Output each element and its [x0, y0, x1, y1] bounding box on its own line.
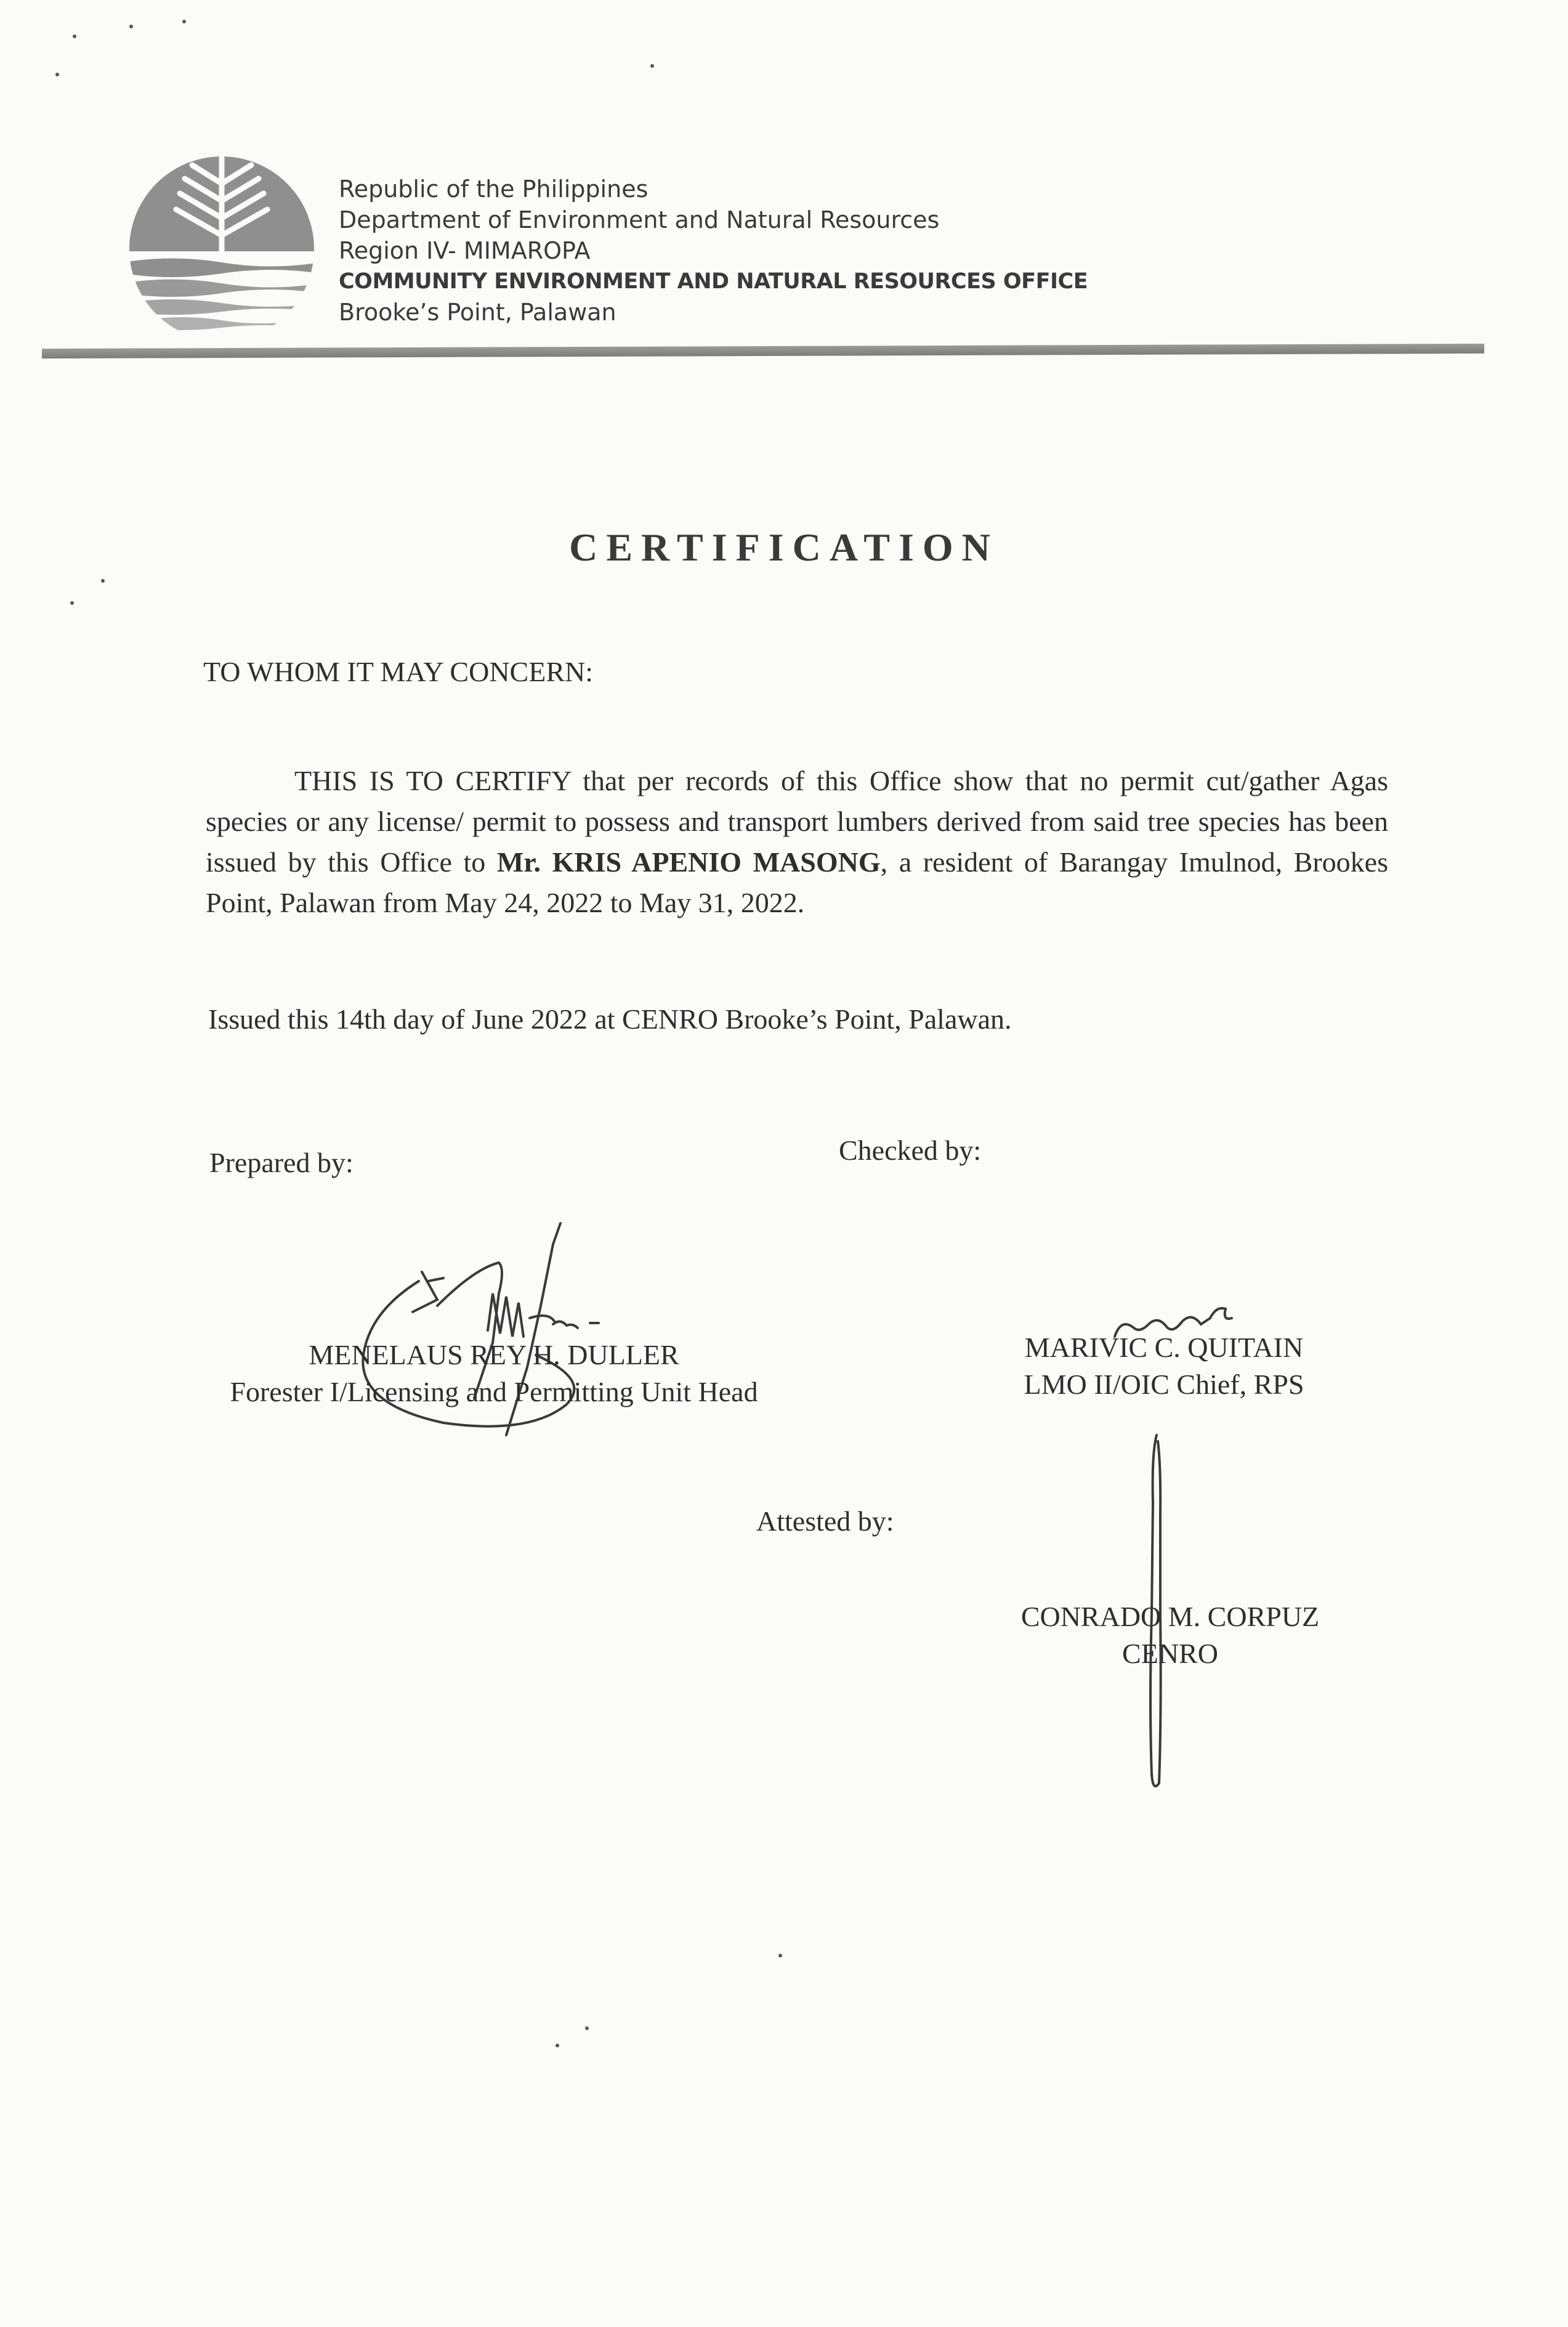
prepared-by-signature: [345, 1220, 665, 1447]
attested-by-label: Attested by:: [756, 1505, 894, 1537]
checked-by-label: Checked by:: [839, 1135, 982, 1166]
checked-by-block: [1004, 1329, 1324, 1403]
letterhead-location: Brooke’s Point, Palawan: [339, 299, 616, 326]
denr-logo: [123, 153, 320, 345]
checked-by-name: MARIVIC C. QUITAIN: [1024, 1332, 1304, 1363]
letterhead-republic: Republic of the Philippines: [339, 176, 649, 203]
scan-speck: [101, 579, 105, 583]
attested-by-name: CONRADO M. CORPUZ: [1020, 1601, 1320, 1632]
letterhead-region: Region IV- MIMAROPA: [339, 237, 591, 264]
attested-by-block: [1010, 1598, 1330, 1672]
prepared-by-name: MENELAUS REY H. DULLER: [309, 1339, 679, 1370]
header-divider: [42, 344, 1484, 358]
document-title: CERTIFICATION: [569, 525, 999, 569]
scan-speck: [182, 20, 186, 23]
letterhead-office: COMMUNITY ENVIRONMENT AND NATURAL RESOURCES OFFICE: [339, 269, 1088, 294]
scan-speck: [556, 2044, 559, 2047]
body-text-start: THIS IS TO CERTIFY that per records of this Office show that no permit cut/gather Agas species or any license/ permit to possess and transport lumbers derived from said tree species has been issued by this Office to: [206, 765, 1388, 878]
checked-by-position: LMO II/OIC Chief, RPS: [1024, 1369, 1304, 1400]
office-letterhead: [339, 174, 1509, 328]
scan-speck: [778, 1954, 782, 1957]
attested-by-position: CENRO: [1122, 1638, 1218, 1669]
scan-speck: [585, 2026, 589, 2030]
salutation: TO WHOM IT MAY CONCERN:: [203, 656, 593, 687]
body-text-end: , a resident of Barangay Imulnod, Brookes Point, Palawan from May 24, 2022 to May 31, 2022.: [206, 846, 1388, 918]
certification-body: [206, 761, 1388, 923]
prepared-by-block: [213, 1337, 775, 1410]
scan-speck: [650, 64, 654, 68]
issued-statement: Issued this 14th day of June 2022 at CENRO Brooke’s Point, Palawan.: [208, 1003, 1012, 1035]
scan-speck: [73, 34, 76, 38]
scan-speck: [70, 601, 74, 605]
prepared-by-position: Forester I/Licensing and Permitting Unit Head: [230, 1376, 758, 1407]
scan-speck: [129, 25, 133, 28]
letterhead-department: Department of Environment and Natural Resources: [339, 206, 940, 233]
certified-person-name: Mr. KRIS APENIO MASONG: [496, 846, 881, 878]
scan-speck: [55, 73, 59, 76]
prepared-by-label: Prepared by:: [209, 1147, 354, 1178]
